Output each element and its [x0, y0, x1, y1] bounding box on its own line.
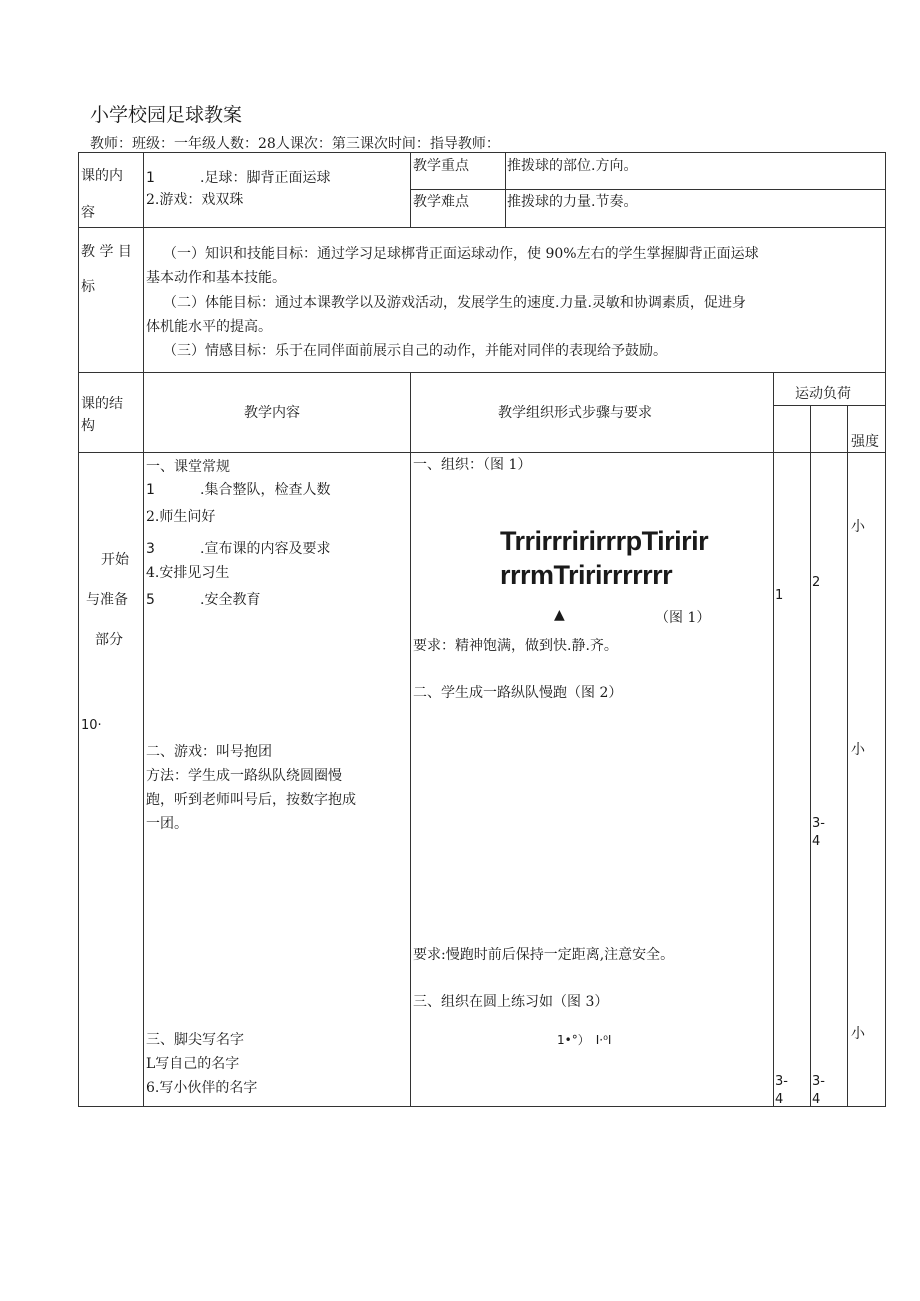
content-game-method-1: 方法：学生成一路纵队绕圆圈慢 — [146, 768, 342, 784]
goal-physical-line2: 体机能水平的提高。 — [146, 319, 272, 335]
structure-part-2: 与准备 — [86, 592, 128, 608]
goal-knowledge-line2: 基本动作和基本技能。 — [146, 270, 286, 286]
load-value-5-bottom: 4 — [812, 1092, 821, 1107]
org-requirement-2: 要求:慢跑时前后保持一定距离,注意安全。 — [413, 947, 675, 963]
load-value-2: 2 — [812, 575, 821, 590]
content-label-top: 课的内 — [81, 168, 123, 184]
header-intensity: 强度 — [851, 434, 879, 450]
content-routine-3-text: .宣布课的内容及要求 — [200, 541, 331, 557]
org-requirement-1: 要求：精神饱满，做到快.静.齐。 — [413, 638, 618, 654]
key-point-label: 教学重点 — [413, 158, 469, 174]
header-structure-top: 课的结 — [81, 396, 123, 412]
content-item-num: 1 — [146, 170, 155, 186]
load-value-3-top: 3- — [812, 816, 825, 831]
header-structure-bottom: 构 — [81, 418, 95, 434]
content-routine-1-num: 1 — [146, 482, 155, 498]
header-organization: 教学组织形式步骤与要求 — [498, 405, 652, 421]
structure-part-3: 部分 — [95, 632, 123, 648]
content-routine-5-num: 5 — [146, 592, 155, 608]
structure-minutes: 10· — [81, 718, 102, 733]
content-item-2: 2.游戏：戏双珠 — [146, 192, 244, 208]
formation-line-2: rrrmTririrrrrrrr — [500, 560, 673, 590]
page-title: 小学校园足球教案 — [90, 104, 243, 126]
load-value-3-bottom: 4 — [812, 834, 821, 849]
goal-physical-line1: （二）体能目标：通过本课教学以及游戏活动，发展学生的速度.力量.灵敏和协调素质，促进身 — [163, 295, 746, 311]
goal-emotion: （三）情感目标：乐于在同伴面前展示自己的动作，并能对同伴的表现给予鼓励。 — [163, 343, 667, 359]
load-value-1: 1 — [775, 588, 784, 603]
content-game-method-2: 跑，听到老师叫号后，按数字抱成 — [146, 792, 356, 808]
content-game-method-3: 一团。 — [146, 816, 188, 832]
intensity-value-2: 小 — [851, 742, 865, 758]
figure-1-caption: （图 1） — [655, 610, 711, 626]
content-routine-heading: 一、课堂常规 — [146, 459, 230, 475]
goal-knowledge-line1: （一）知识和技能目标：通过学习足球梆背正面运球动作，使 90%左右的学生掌握脚背正面运球 — [163, 246, 759, 262]
content-routine-4: 4.安排见习生 — [146, 565, 230, 581]
intensity-value-1: 小 — [851, 519, 865, 535]
load-value-4-top: 3- — [775, 1074, 788, 1089]
header-load: 运动负荷 — [795, 386, 851, 402]
content-routine-5-text: .安全教育 — [200, 592, 261, 608]
difficulty-value: 推拨球的力量.节奏。 — [507, 194, 638, 210]
key-point-value: 推拨球的部位.方向。 — [507, 158, 638, 174]
content-game-heading: 二、游戏：叫号抱团 — [146, 744, 272, 760]
content-toe-2: 6.写小伙伴的名字 — [146, 1080, 258, 1096]
content-toe-1: L写自己的名字 — [146, 1056, 240, 1072]
goals-label-top: 教 学 目 — [81, 244, 132, 260]
org-heading-2: 二、学生成一路纵队慢跑（图 2） — [413, 685, 623, 701]
figure-3-marks: 1•°） I·⁰I — [557, 1033, 612, 1047]
content-toe-heading: 三、脚尖写名字 — [146, 1032, 244, 1048]
teacher-triangle-icon: ▲ — [554, 607, 565, 623]
formation-line-1: TrrirrririrrrpTiririr — [500, 526, 709, 556]
content-item-text: .足球：脚背正面运球 — [200, 170, 331, 186]
load-value-4-bottom: 4 — [775, 1092, 784, 1107]
org-heading-3: 三、组织在圆上练习如（图 3） — [413, 994, 609, 1010]
content-routine-3-num: 3 — [146, 541, 155, 557]
org-heading-1: 一、组织：（图 1） — [413, 457, 532, 473]
content-routine-1-text: .集合整队，检查人数 — [200, 482, 331, 498]
lesson-meta: 教师：班级：一年级人数：28人课次：第三课次时间：指导教师： — [90, 136, 500, 152]
load-value-5-top: 3- — [812, 1074, 825, 1089]
structure-part-1: 开始 — [101, 552, 129, 568]
content-routine-2: 2.师生问好 — [146, 509, 216, 525]
goals-label-bottom: 标 — [81, 279, 95, 295]
difficulty-label: 教学难点 — [413, 194, 469, 210]
header-content: 教学内容 — [244, 405, 300, 421]
content-label-bottom: 容 — [81, 205, 95, 221]
intensity-value-3: 小 — [851, 1026, 865, 1042]
